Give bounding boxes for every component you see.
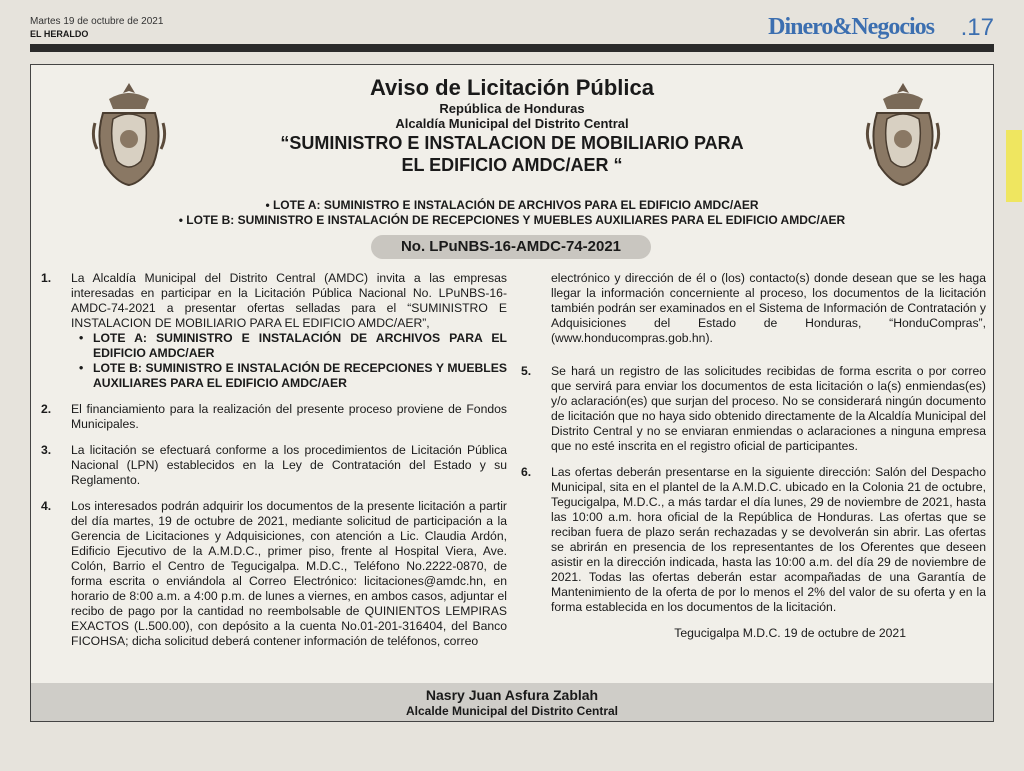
clause xyxy=(41,402,507,432)
lot-a: • LOTE A: SUMINISTRO E INSTALACIÓN DE ARCHIVOS PARA EL EDIFICIO AMDC/AER xyxy=(265,198,759,212)
section-title: Dinero&Negocios xyxy=(768,14,934,40)
clause-text: Los interesados podrán adquirir los documentos de la presente licitación a partir del día martes, 19 de octubre de 2021, mediante solicitud de participación a la Gerencia de Licitaciones y Adquisiciones, con atención a Lic. Claudia Ardón, Edificio Ejecutivo de la A.M.D.C., primer piso, frente al Hospital Viera, Ave. Colón, Barrio el Centro de Tegucigalpa. M.D.C., Teléfono No.2222-0870, de forma escrita o enviándola al Correo Electrónico: licitaciones@amdc.hn, en horario de 8:00 a.m. a 4:00 p.m. de lunes a viernes, en ambos casos, adjuntar el recibo de pago por la cantidad no reembolsable de QUINIENTOS LEMPIRAS EXACTOS (L.500.00), con depósito a la cuenta No.01-201-316404, del Banco FICOHSA; dicha solicitud deberá contener información de teléfonos, correo xyxy=(71,499,507,648)
clause xyxy=(41,271,507,391)
tender-number: No. LPuNBS-16-AMDC-74-2021 xyxy=(371,235,651,259)
place-date: Tegucigalpa M.D.C. 19 de octubre de 2021 xyxy=(674,626,906,640)
notice-title: Aviso de Licitación Pública xyxy=(369,75,655,100)
clause-text: Las ofertas deberán presentarse en la siguiente dirección: Salón del Despacho Municipal, sita en el plantel de la A.M.D.C. ubicado en la Colonia 21 de octubre, Tegucigalpa, M.D.C., a más tardar el día lunes, 29 de noviembre de 2021, hasta las 10:00 a.m. hora oficial de la República de Honduras. Las ofertas que se reciban fuera de plazo serán rechazadas y se devolverán sin abrir. Las ofertas se abrirán en presencia de los representantes de los Oferentes que deseen asistir en la dirección indicada, hasta las 10:00 a.m. del día 29 de noviembre de 2021. Todas las ofertas deberán estar acompañadas de una Garantía de Mantenimiento de la oferta de por lo menos el 2% del valor de su oferta y en la forma establecida en los documentos de la licitación. xyxy=(551,465,986,614)
tender-notice xyxy=(30,64,994,722)
highlighter-mark xyxy=(1006,130,1022,202)
clause-text: La licitación se efectuará conforme a los procedimientos de Licitación Pública Nacional (LPN) establecidos en la Ley de Contratación del Estado y su Reglamento. xyxy=(71,443,507,487)
country: República de Honduras xyxy=(439,101,585,116)
subject-line-2: EL EDIFICIO AMDC/AER “ xyxy=(401,155,623,175)
clause xyxy=(521,364,986,454)
right-column xyxy=(521,271,986,641)
clause-continued xyxy=(521,271,986,346)
entity: Alcaldía Municipal del Distrito Central xyxy=(395,116,629,131)
clause-text: electrónico y dirección de él o (los) contacto(s) donde desean que se les haga llegar la información concerniente al proceso, los documentos de la licitación también podrán ser examinados en el Sistema de Información de Contratación y Adquisiciones del Estado de Honduras, “HonduCompras”, (www.honducompras.gob.hn). xyxy=(551,271,986,345)
clause-number: 4. xyxy=(41,499,52,513)
signer-title: Alcalde Municipal del Distrito Central xyxy=(405,704,619,718)
lots-summary xyxy=(31,198,993,228)
signature-block xyxy=(31,683,993,721)
clause xyxy=(521,465,986,615)
lot-b-bullet: • LOTE B: SUMINISTRO E INSTALACIÓN DE RECEPCIONES Y MUEBLES AUXILIARES PARA EL EDIFICIO AMDC/AER xyxy=(71,361,507,391)
subject-line-1: “SUMINISTRO E INSTALACION DE MOBILIARIO PARA xyxy=(280,133,744,153)
clause xyxy=(41,443,507,488)
lot-a-bullet: • LOTE A: SUMINISTRO E INSTALACIÓN DE ARCHIVOS PARA EL EDIFICIO AMDC/AER xyxy=(71,331,507,361)
masthead xyxy=(30,14,994,44)
clause-text: Se hará un registro de las solicitudes recibidas de forma escrita o por correo que servirá para enviar los documentos de esta licitación o la(s) enmiendas(es) y/o aclaración(es) que surjan del proceso. No se considerará ningún documento de licitación que no haya sido obtenido directamente de la Alcaldía Municipal del Distrito Central y no se enviaran enmiendas o aclaraciones a ninguna empresa que no esté inscrita en el registro oficial de participantes. xyxy=(551,364,986,453)
lot-b: • LOTE B: SUMINISTRO E INSTALACIÓN DE RECEPCIONES Y MUEBLES AUXILIARES PARA EL EDIFICIO AMDC/AER xyxy=(178,213,846,227)
clause-number: 5. xyxy=(521,364,532,378)
clause-text: El financiamiento para la realización del presente proceso proviene de Fondos Municipales. xyxy=(71,402,507,431)
clause-number: 1. xyxy=(41,271,52,285)
clause-number: 2. xyxy=(41,402,52,416)
clause-number: 6. xyxy=(521,465,532,479)
clause-number: 3. xyxy=(41,443,52,457)
signer-name: Nasry Juan Asfura Zablah xyxy=(425,687,599,703)
masthead-rule xyxy=(30,44,994,52)
issue-date: Martes 19 de octubre de 2021 xyxy=(30,16,164,27)
clause xyxy=(41,499,507,649)
left-column xyxy=(41,271,507,660)
clause-text: La Alcaldía Municipal del Distrito Central (AMDC) invita a las empresas interesadas en participar en la Licitación Pública Nacional No. LPuNBS-16-AMDC-74-2021 a presentar ofertas selladas para el “SUMINISTRO E INSTALACION DE MOBILIARIO PARA EL EDIFICIO AMDC/AER”, xyxy=(71,271,507,330)
page-number: .17 xyxy=(960,14,994,41)
newspaper-name: EL HERALDO xyxy=(30,29,89,39)
